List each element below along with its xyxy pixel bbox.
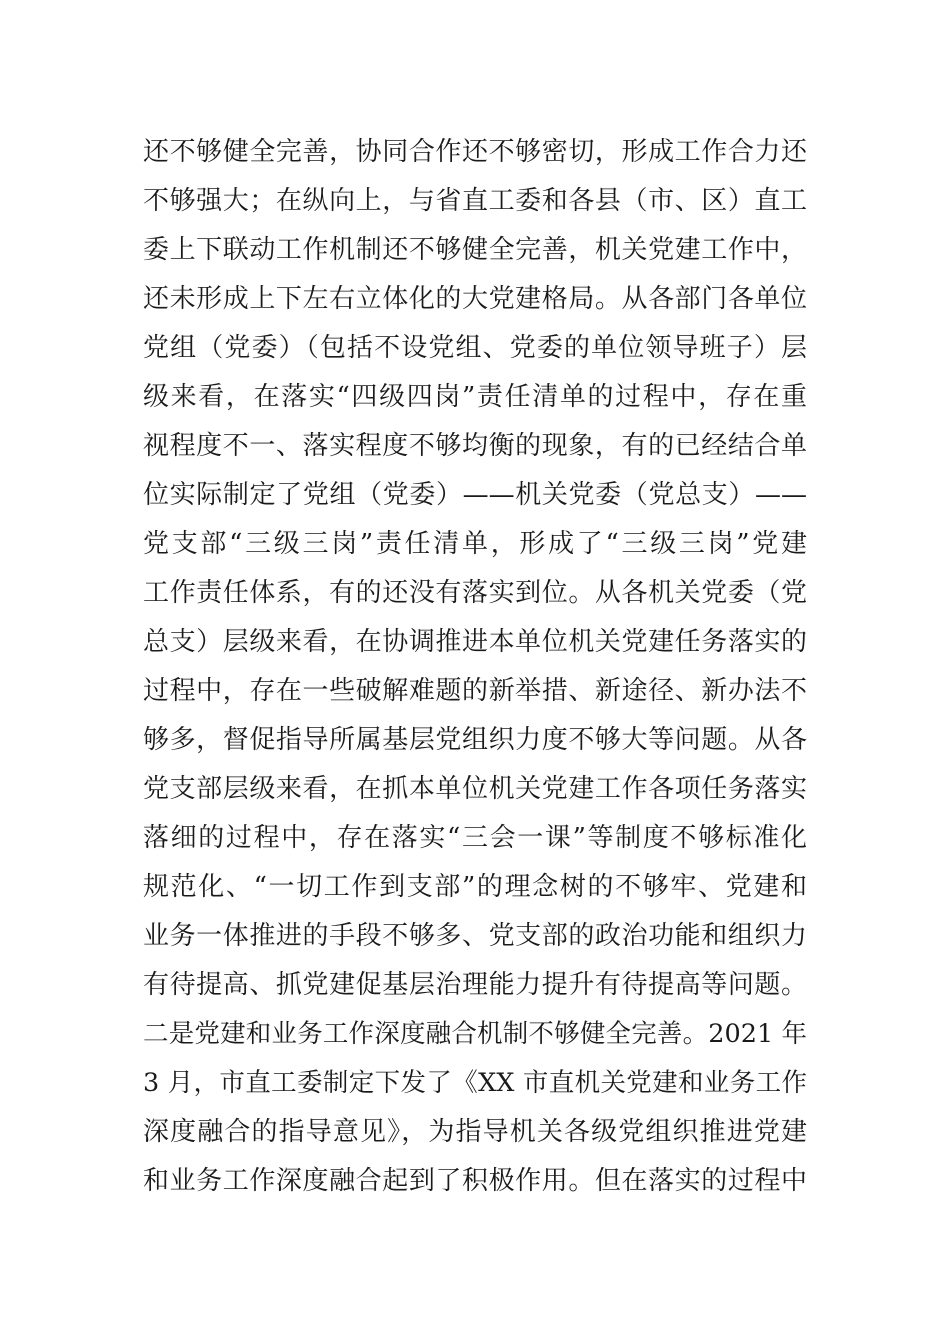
text-line-7: 视程度不一、落实程度不够均衡的现象，有的已经结合单	[143, 431, 807, 461]
text-line-12: 过程中，存在一些破解难题的新举措、新途径、新办法不	[143, 676, 807, 706]
text-line-2: 不够强大；在纵向上，与省直工委和各县（市、区）直工	[143, 186, 807, 216]
text-line-17: 业务一体推进的手段不够多、党支部的政治功能和组织力	[143, 921, 807, 951]
body-paragraph	[143, 128, 807, 1206]
text-line-18: 有待提高、抓党建促基层治理能力提升有待提高等问题。	[143, 970, 807, 1000]
text-line-6: 级来看，在落实“四级四岗”责任清单的过程中，存在重	[143, 382, 807, 412]
text-line-20: 3 月，市直工委制定下发了《XX 市直机关党建和业务工作	[143, 1068, 807, 1098]
text-line-9: 党支部“三级三岗”责任清单，形成了“三级三岗”党建	[143, 529, 807, 559]
text-line-19: 二是党建和业务工作深度融合机制不够健全完善。2021 年	[143, 1019, 807, 1049]
text-line-5: 党组（党委）（包括不设党组、党委的单位领导班子）层	[143, 333, 807, 363]
text-line-4: 还未形成上下左右立体化的大党建格局。从各部门各单位	[143, 284, 807, 314]
text-line-13: 够多，督促指导所属基层党组织力度不够大等问题。从各	[143, 725, 807, 755]
text-line-22: 和业务工作深度融合起到了积极作用。但在落实的过程中	[143, 1166, 807, 1196]
text-line-3: 委上下联动工作机制还不够健全完善，机关党建工作中，	[143, 235, 807, 265]
text-line-10: 工作责任体系，有的还没有落实到位。从各机关党委（党	[143, 578, 807, 608]
text-line-1: 还不够健全完善，协同合作还不够密切，形成工作合力还	[143, 137, 807, 167]
text-line-21: 深度融合的指导意见》，为指导机关各级党组织推进党建	[143, 1117, 807, 1147]
text-line-16: 规范化、“一切工作到支部”的理念树的不够牢、党建和	[143, 872, 807, 902]
text-line-14: 党支部层级来看，在抓本单位机关党建工作各项任务落实	[143, 774, 807, 804]
text-line-11: 总支）层级来看，在协调推进本单位机关党建任务落实的	[143, 627, 807, 657]
text-line-15: 落细的过程中，存在落实“三会一课”等制度不够标准化	[143, 823, 807, 853]
text-line-8: 位实际制定了党组（党委）——机关党委（党总支）——	[143, 480, 807, 510]
